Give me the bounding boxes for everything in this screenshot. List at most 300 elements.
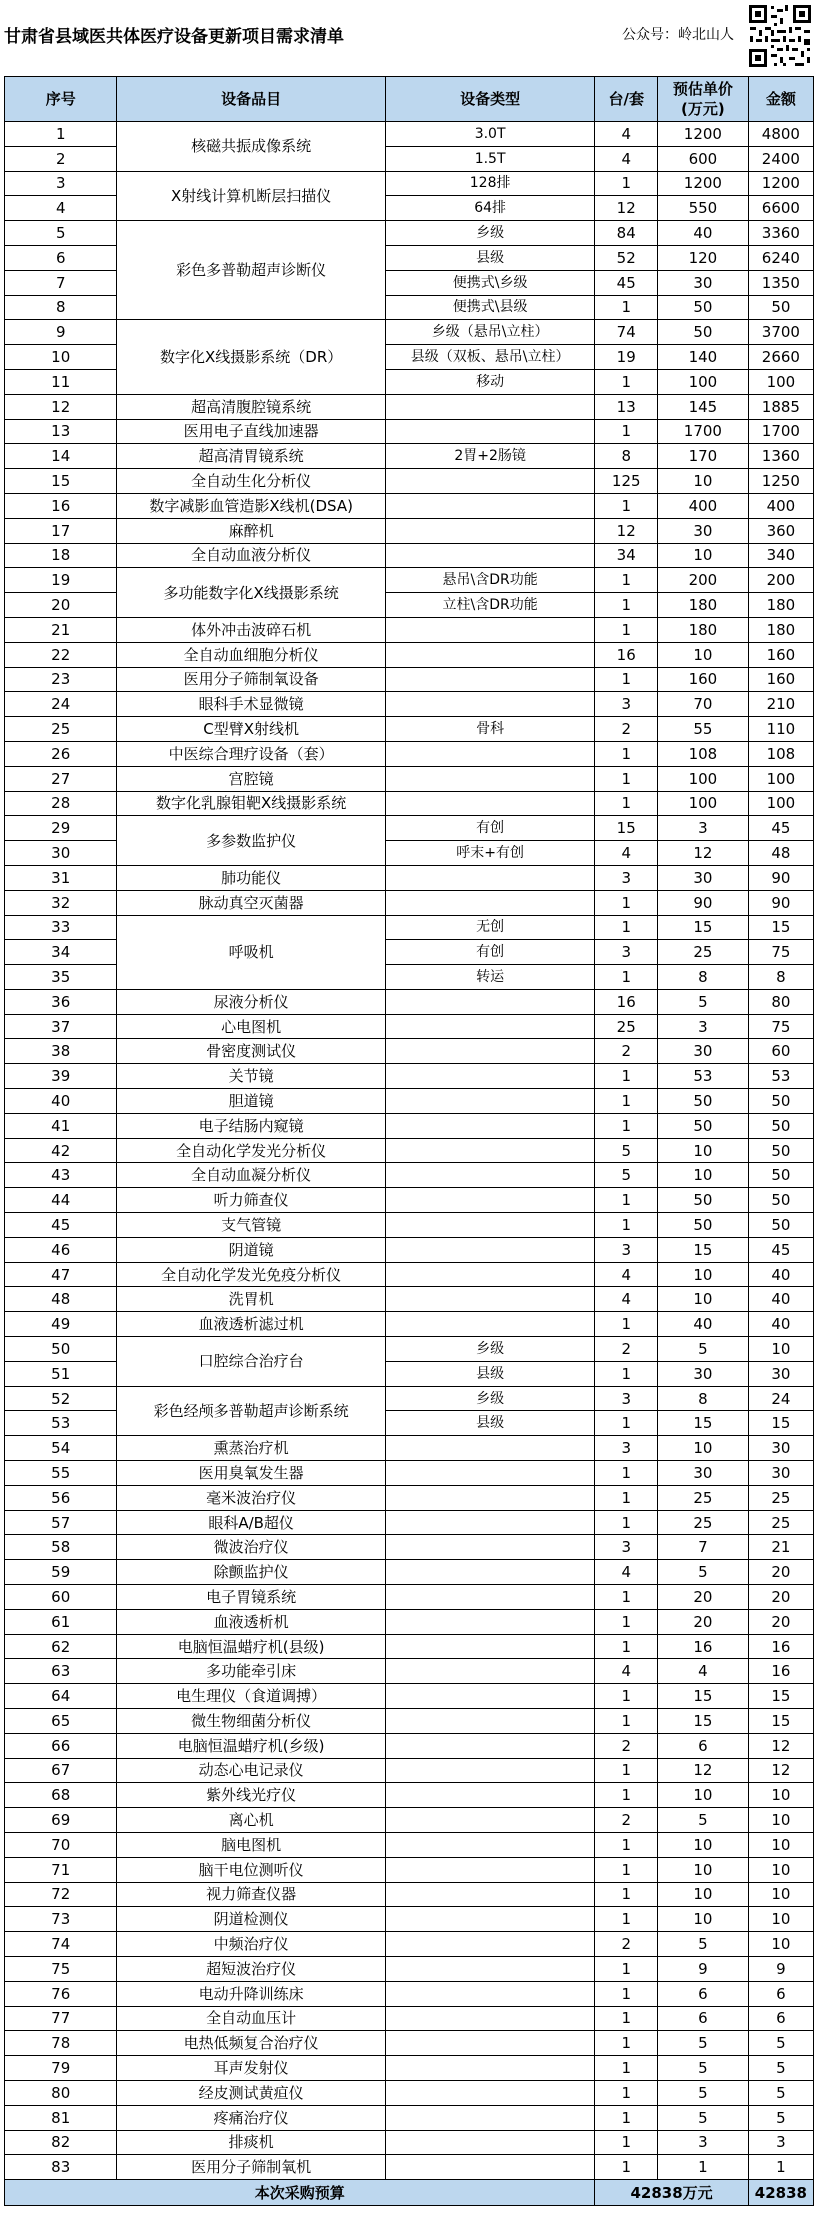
row-amount: 53 bbox=[748, 1064, 813, 1089]
row-type: 乡级 bbox=[385, 1337, 595, 1362]
row-qty: 125 bbox=[595, 469, 658, 494]
row-price: 15 bbox=[658, 1237, 749, 1262]
row-index: 27 bbox=[5, 766, 117, 791]
row-type bbox=[385, 1014, 595, 1039]
row-item-name: 多功能牵引床 bbox=[117, 1659, 385, 1684]
row-qty: 1 bbox=[595, 593, 658, 618]
row-price: 1200 bbox=[658, 122, 749, 147]
row-qty: 3 bbox=[595, 692, 658, 717]
row-item-name: 数字化X线摄影系统（DR） bbox=[117, 320, 385, 394]
row-amount: 5 bbox=[748, 2031, 813, 2056]
row-price: 100 bbox=[658, 766, 749, 791]
qr-code-icon[interactable] bbox=[747, 3, 813, 69]
row-type: 骨科 bbox=[385, 717, 595, 742]
table-row bbox=[5, 1684, 814, 1709]
row-type bbox=[385, 1163, 595, 1188]
row-amount: 100 bbox=[748, 766, 813, 791]
row-index: 65 bbox=[5, 1709, 117, 1734]
row-type bbox=[385, 1907, 595, 1932]
table-row bbox=[5, 1907, 814, 1932]
table-row bbox=[5, 122, 814, 147]
row-type bbox=[385, 1213, 595, 1238]
row-item-name: 阴道镜 bbox=[117, 1237, 385, 1262]
row-qty: 3 bbox=[595, 940, 658, 965]
budget-value: 42838万元 bbox=[595, 2180, 748, 2206]
row-amount: 100 bbox=[748, 791, 813, 816]
row-index: 2 bbox=[5, 146, 117, 171]
row-qty: 1 bbox=[595, 1634, 658, 1659]
row-amount: 10 bbox=[748, 1882, 813, 1907]
row-index: 10 bbox=[5, 345, 117, 370]
row-price: 10 bbox=[658, 1907, 749, 1932]
table-row bbox=[5, 1956, 814, 1981]
row-amount: 50 bbox=[748, 295, 813, 320]
col-header-qty: 台/套 bbox=[595, 77, 658, 122]
table-row bbox=[5, 1312, 814, 1337]
row-index: 7 bbox=[5, 270, 117, 295]
row-qty: 3 bbox=[595, 1535, 658, 1560]
row-item-name: 肺功能仪 bbox=[117, 865, 385, 890]
row-qty: 1 bbox=[595, 2155, 658, 2180]
row-qty: 3 bbox=[595, 865, 658, 890]
row-index: 12 bbox=[5, 394, 117, 419]
row-price: 8 bbox=[658, 1386, 749, 1411]
row-amount: 75 bbox=[748, 940, 813, 965]
row-item-name: 全自动生化分析仪 bbox=[117, 469, 385, 494]
table-row bbox=[5, 890, 814, 915]
row-amount: 3700 bbox=[748, 320, 813, 345]
row-qty: 19 bbox=[595, 345, 658, 370]
table-row bbox=[5, 1882, 814, 1907]
row-type: 64排 bbox=[385, 196, 595, 221]
row-item-name: 视力筛查仪器 bbox=[117, 1882, 385, 1907]
row-price: 55 bbox=[658, 717, 749, 742]
row-type bbox=[385, 1733, 595, 1758]
row-price: 10 bbox=[658, 1287, 749, 1312]
row-qty: 4 bbox=[595, 146, 658, 171]
row-amount: 2400 bbox=[748, 146, 813, 171]
row-price: 10 bbox=[658, 1832, 749, 1857]
row-qty: 4 bbox=[595, 1287, 658, 1312]
row-price: 40 bbox=[658, 221, 749, 246]
table-row bbox=[5, 1485, 814, 1510]
row-price: 5 bbox=[658, 2080, 749, 2105]
row-type bbox=[385, 1832, 595, 1857]
row-type bbox=[385, 1882, 595, 1907]
table-row bbox=[5, 2006, 814, 2031]
row-item-name: 尿液分析仪 bbox=[117, 989, 385, 1014]
row-index: 70 bbox=[5, 1832, 117, 1857]
table-row bbox=[5, 1138, 814, 1163]
row-price: 50 bbox=[658, 1213, 749, 1238]
row-amount: 5 bbox=[748, 2056, 813, 2081]
row-index: 83 bbox=[5, 2155, 117, 2180]
row-item-name: 眼科A/B超仪 bbox=[117, 1510, 385, 1535]
row-qty: 1 bbox=[595, 1832, 658, 1857]
row-item-name: 多参数监护仪 bbox=[117, 816, 385, 866]
row-qty: 13 bbox=[595, 394, 658, 419]
row-price: 10 bbox=[658, 1882, 749, 1907]
row-item-name: 彩色经颅多普勒超声诊断系统 bbox=[117, 1386, 385, 1436]
row-qty: 1 bbox=[595, 766, 658, 791]
row-type bbox=[385, 989, 595, 1014]
row-index: 15 bbox=[5, 469, 117, 494]
row-type bbox=[385, 543, 595, 568]
table-row bbox=[5, 766, 814, 791]
row-index: 37 bbox=[5, 1014, 117, 1039]
table-row bbox=[5, 493, 814, 518]
row-amount: 15 bbox=[748, 1411, 813, 1436]
table-row bbox=[5, 667, 814, 692]
row-item-name: 毫米波治疗仪 bbox=[117, 1485, 385, 1510]
row-type: 立柱\含DR功能 bbox=[385, 593, 595, 618]
row-index: 31 bbox=[5, 865, 117, 890]
row-price: 108 bbox=[658, 741, 749, 766]
row-price: 5 bbox=[658, 1560, 749, 1585]
row-price: 30 bbox=[658, 1361, 749, 1386]
row-type: 乡级 bbox=[385, 1386, 595, 1411]
row-amount: 25 bbox=[748, 1510, 813, 1535]
row-amount: 1200 bbox=[748, 171, 813, 196]
row-amount: 30 bbox=[748, 1461, 813, 1486]
col-header-price-label: 预估单价 bbox=[672, 80, 733, 98]
row-price: 15 bbox=[658, 1684, 749, 1709]
row-amount: 2660 bbox=[748, 345, 813, 370]
row-amount: 100 bbox=[748, 369, 813, 394]
row-qty: 1 bbox=[595, 1213, 658, 1238]
row-amount: 180 bbox=[748, 617, 813, 642]
table-row bbox=[5, 320, 814, 345]
row-amount: 1700 bbox=[748, 419, 813, 444]
row-type bbox=[385, 1783, 595, 1808]
table-row bbox=[5, 1163, 814, 1188]
row-qty: 1 bbox=[595, 1783, 658, 1808]
row-amount: 3 bbox=[748, 2130, 813, 2155]
row-index: 54 bbox=[5, 1436, 117, 1461]
row-item-name: 数字化乳腺钼靶X线摄影系统 bbox=[117, 791, 385, 816]
row-price: 7 bbox=[658, 1535, 749, 1560]
row-index: 55 bbox=[5, 1461, 117, 1486]
row-qty: 12 bbox=[595, 196, 658, 221]
row-qty: 74 bbox=[595, 320, 658, 345]
row-type bbox=[385, 667, 595, 692]
row-amount: 20 bbox=[748, 1609, 813, 1634]
row-index: 76 bbox=[5, 1981, 117, 2006]
row-index: 24 bbox=[5, 692, 117, 717]
row-index: 28 bbox=[5, 791, 117, 816]
row-item-name: 超高清胃镜系统 bbox=[117, 444, 385, 469]
row-amount: 1360 bbox=[748, 444, 813, 469]
row-item-name: 耳声发射仪 bbox=[117, 2056, 385, 2081]
table-row bbox=[5, 394, 814, 419]
row-index: 60 bbox=[5, 1585, 117, 1610]
row-type bbox=[385, 1709, 595, 1734]
row-price: 50 bbox=[658, 1188, 749, 1213]
row-index: 47 bbox=[5, 1262, 117, 1287]
row-index: 32 bbox=[5, 890, 117, 915]
budget-total: 42838 bbox=[748, 2180, 813, 2206]
row-index: 56 bbox=[5, 1485, 117, 1510]
row-item-name: 多功能数字化X线摄影系统 bbox=[117, 568, 385, 618]
row-type bbox=[385, 1808, 595, 1833]
row-amount: 360 bbox=[748, 518, 813, 543]
row-price: 180 bbox=[658, 617, 749, 642]
row-index: 61 bbox=[5, 1609, 117, 1634]
table-row bbox=[5, 1213, 814, 1238]
row-type bbox=[385, 1684, 595, 1709]
row-price: 5 bbox=[658, 1808, 749, 1833]
row-type bbox=[385, 1089, 595, 1114]
row-qty: 15 bbox=[595, 816, 658, 841]
row-index: 44 bbox=[5, 1188, 117, 1213]
row-qty: 16 bbox=[595, 989, 658, 1014]
row-price: 25 bbox=[658, 1510, 749, 1535]
row-qty: 1 bbox=[595, 2080, 658, 2105]
col-header-price-unit: (万元) bbox=[681, 100, 725, 118]
row-index: 33 bbox=[5, 915, 117, 940]
table-row bbox=[5, 1585, 814, 1610]
row-amount: 40 bbox=[748, 1262, 813, 1287]
row-amount: 1250 bbox=[748, 469, 813, 494]
row-index: 50 bbox=[5, 1337, 117, 1362]
row-type bbox=[385, 890, 595, 915]
row-amount: 45 bbox=[748, 1237, 813, 1262]
row-amount: 75 bbox=[748, 1014, 813, 1039]
row-item-name: 骨密度测试仪 bbox=[117, 1039, 385, 1064]
table-row bbox=[5, 1064, 814, 1089]
row-amount: 10 bbox=[748, 1783, 813, 1808]
row-price: 5 bbox=[658, 2105, 749, 2130]
row-type: 县级 bbox=[385, 1361, 595, 1386]
table-row bbox=[5, 1857, 814, 1882]
table-row bbox=[5, 1188, 814, 1213]
table-row bbox=[5, 171, 814, 196]
row-price: 30 bbox=[658, 865, 749, 890]
row-qty: 2 bbox=[595, 1932, 658, 1957]
table-row bbox=[5, 1609, 814, 1634]
row-type bbox=[385, 741, 595, 766]
row-type bbox=[385, 1461, 595, 1486]
row-type bbox=[385, 518, 595, 543]
row-type bbox=[385, 1956, 595, 1981]
row-amount: 200 bbox=[748, 568, 813, 593]
col-header-item: 设备品目 bbox=[117, 77, 385, 122]
row-qty: 4 bbox=[595, 122, 658, 147]
row-type bbox=[385, 1510, 595, 1535]
row-index: 68 bbox=[5, 1783, 117, 1808]
col-header-index: 序号 bbox=[5, 77, 117, 122]
row-price: 100 bbox=[658, 791, 749, 816]
row-index: 17 bbox=[5, 518, 117, 543]
row-qty: 34 bbox=[595, 543, 658, 568]
row-item-name: 医用电子直线加速器 bbox=[117, 419, 385, 444]
row-type bbox=[385, 2031, 595, 2056]
row-price: 8 bbox=[658, 965, 749, 990]
row-price: 5 bbox=[658, 989, 749, 1014]
col-header-price bbox=[658, 77, 749, 122]
row-price: 100 bbox=[658, 369, 749, 394]
row-index: 71 bbox=[5, 1857, 117, 1882]
table-row bbox=[5, 692, 814, 717]
row-item-name: 中频治疗仪 bbox=[117, 1932, 385, 1957]
table-row bbox=[5, 518, 814, 543]
row-qty: 1 bbox=[595, 1907, 658, 1932]
row-index: 63 bbox=[5, 1659, 117, 1684]
row-qty: 12 bbox=[595, 518, 658, 543]
table-row bbox=[5, 1461, 814, 1486]
row-type bbox=[385, 419, 595, 444]
table-row bbox=[5, 1659, 814, 1684]
row-type bbox=[385, 1312, 595, 1337]
row-price: 3 bbox=[658, 2130, 749, 2155]
row-qty: 8 bbox=[595, 444, 658, 469]
row-item-name: 微波治疗仪 bbox=[117, 1535, 385, 1560]
row-amount: 10 bbox=[748, 1907, 813, 1932]
row-type bbox=[385, 1560, 595, 1585]
row-amount: 50 bbox=[748, 1163, 813, 1188]
row-index: 69 bbox=[5, 1808, 117, 1833]
row-amount: 10 bbox=[748, 1337, 813, 1362]
page-title: 甘肃省县域医共体医疗设备更新项目需求清单 bbox=[4, 27, 344, 47]
row-item-name: 全自动血液分析仪 bbox=[117, 543, 385, 568]
row-qty: 1 bbox=[595, 1609, 658, 1634]
row-amount: 80 bbox=[748, 989, 813, 1014]
table-row bbox=[5, 419, 814, 444]
row-amount: 160 bbox=[748, 667, 813, 692]
row-price: 20 bbox=[658, 1585, 749, 1610]
row-item-name: 电脑恒温蜡疗机(县级) bbox=[117, 1634, 385, 1659]
row-amount: 6240 bbox=[748, 245, 813, 270]
row-qty: 1 bbox=[595, 965, 658, 990]
row-price: 30 bbox=[658, 1039, 749, 1064]
table-row bbox=[5, 1981, 814, 2006]
row-amount: 110 bbox=[748, 717, 813, 742]
row-index: 74 bbox=[5, 1932, 117, 1957]
row-type: 悬吊\含DR功能 bbox=[385, 568, 595, 593]
row-type bbox=[385, 1634, 595, 1659]
row-type: 县级 bbox=[385, 245, 595, 270]
row-qty: 1 bbox=[595, 2130, 658, 2155]
table-row bbox=[5, 1287, 814, 1312]
row-amount: 50 bbox=[748, 1213, 813, 1238]
row-amount: 1885 bbox=[748, 394, 813, 419]
table-row bbox=[5, 2031, 814, 2056]
row-price: 5 bbox=[658, 2031, 749, 2056]
row-index: 66 bbox=[5, 1733, 117, 1758]
row-index: 38 bbox=[5, 1039, 117, 1064]
row-amount: 10 bbox=[748, 1808, 813, 1833]
row-amount: 6600 bbox=[748, 196, 813, 221]
row-item-name: 洗胃机 bbox=[117, 1287, 385, 1312]
row-amount: 3360 bbox=[748, 221, 813, 246]
row-price: 3 bbox=[658, 816, 749, 841]
row-index: 51 bbox=[5, 1361, 117, 1386]
row-index: 72 bbox=[5, 1882, 117, 1907]
row-item-name: 紫外线光疗仪 bbox=[117, 1783, 385, 1808]
row-amount: 4800 bbox=[748, 122, 813, 147]
table-row bbox=[5, 1237, 814, 1262]
row-index: 30 bbox=[5, 841, 117, 866]
row-price: 6 bbox=[658, 1733, 749, 1758]
row-qty: 1 bbox=[595, 369, 658, 394]
row-item-name: 除颤监护仪 bbox=[117, 1560, 385, 1585]
row-type: 1.5T bbox=[385, 146, 595, 171]
table-row bbox=[5, 1337, 814, 1362]
row-index: 36 bbox=[5, 989, 117, 1014]
row-qty: 2 bbox=[595, 717, 658, 742]
row-qty: 1 bbox=[595, 419, 658, 444]
row-index: 25 bbox=[5, 717, 117, 742]
row-type bbox=[385, 1188, 595, 1213]
col-header-type: 设备类型 bbox=[385, 77, 595, 122]
row-price: 10 bbox=[658, 1436, 749, 1461]
row-amount: 9 bbox=[748, 1956, 813, 1981]
row-index: 53 bbox=[5, 1411, 117, 1436]
row-qty: 1 bbox=[595, 568, 658, 593]
row-index: 40 bbox=[5, 1089, 117, 1114]
row-type bbox=[385, 2006, 595, 2031]
row-item-name: 全自动化学发光分析仪 bbox=[117, 1138, 385, 1163]
row-index: 82 bbox=[5, 2130, 117, 2155]
row-qty: 16 bbox=[595, 642, 658, 667]
row-type bbox=[385, 2130, 595, 2155]
table-row bbox=[5, 1932, 814, 1957]
row-item-name: 全自动血压计 bbox=[117, 2006, 385, 2031]
row-index: 39 bbox=[5, 1064, 117, 1089]
row-amount: 8 bbox=[748, 965, 813, 990]
row-amount: 12 bbox=[748, 1733, 813, 1758]
row-index: 26 bbox=[5, 741, 117, 766]
row-type bbox=[385, 2056, 595, 2081]
row-price: 145 bbox=[658, 394, 749, 419]
table-row bbox=[5, 1262, 814, 1287]
row-index: 6 bbox=[5, 245, 117, 270]
row-item-name: 数字减影血管造影X线机(DSA) bbox=[117, 493, 385, 518]
row-item-name: 宫腔镜 bbox=[117, 766, 385, 791]
row-price: 10 bbox=[658, 642, 749, 667]
row-price: 160 bbox=[658, 667, 749, 692]
row-item-name: 阴道检测仪 bbox=[117, 1907, 385, 1932]
row-item-name: 眼科手术显微镜 bbox=[117, 692, 385, 717]
table-row bbox=[5, 1039, 814, 1064]
row-qty: 1 bbox=[595, 1461, 658, 1486]
table-row bbox=[5, 816, 814, 841]
row-index: 21 bbox=[5, 617, 117, 642]
row-amount: 15 bbox=[748, 1709, 813, 1734]
row-price: 550 bbox=[658, 196, 749, 221]
col-header-amount: 金额 bbox=[748, 77, 813, 122]
row-index: 19 bbox=[5, 568, 117, 593]
row-qty: 1 bbox=[595, 493, 658, 518]
row-index: 8 bbox=[5, 295, 117, 320]
row-type bbox=[385, 2080, 595, 2105]
row-item-name: 中医综合理疗设备（套） bbox=[117, 741, 385, 766]
table-row bbox=[5, 1709, 814, 1734]
row-item-name: 微生物细菌分析仪 bbox=[117, 1709, 385, 1734]
table-row bbox=[5, 617, 814, 642]
row-index: 46 bbox=[5, 1237, 117, 1262]
row-type: 乡级（悬吊\立柱） bbox=[385, 320, 595, 345]
row-index: 62 bbox=[5, 1634, 117, 1659]
row-price: 16 bbox=[658, 1634, 749, 1659]
row-amount: 20 bbox=[748, 1585, 813, 1610]
table-row bbox=[5, 989, 814, 1014]
row-index: 14 bbox=[5, 444, 117, 469]
row-item-name: 电脑恒温蜡疗机(乡级) bbox=[117, 1733, 385, 1758]
row-price: 1 bbox=[658, 2155, 749, 2180]
row-price: 10 bbox=[658, 1783, 749, 1808]
row-type bbox=[385, 1436, 595, 1461]
